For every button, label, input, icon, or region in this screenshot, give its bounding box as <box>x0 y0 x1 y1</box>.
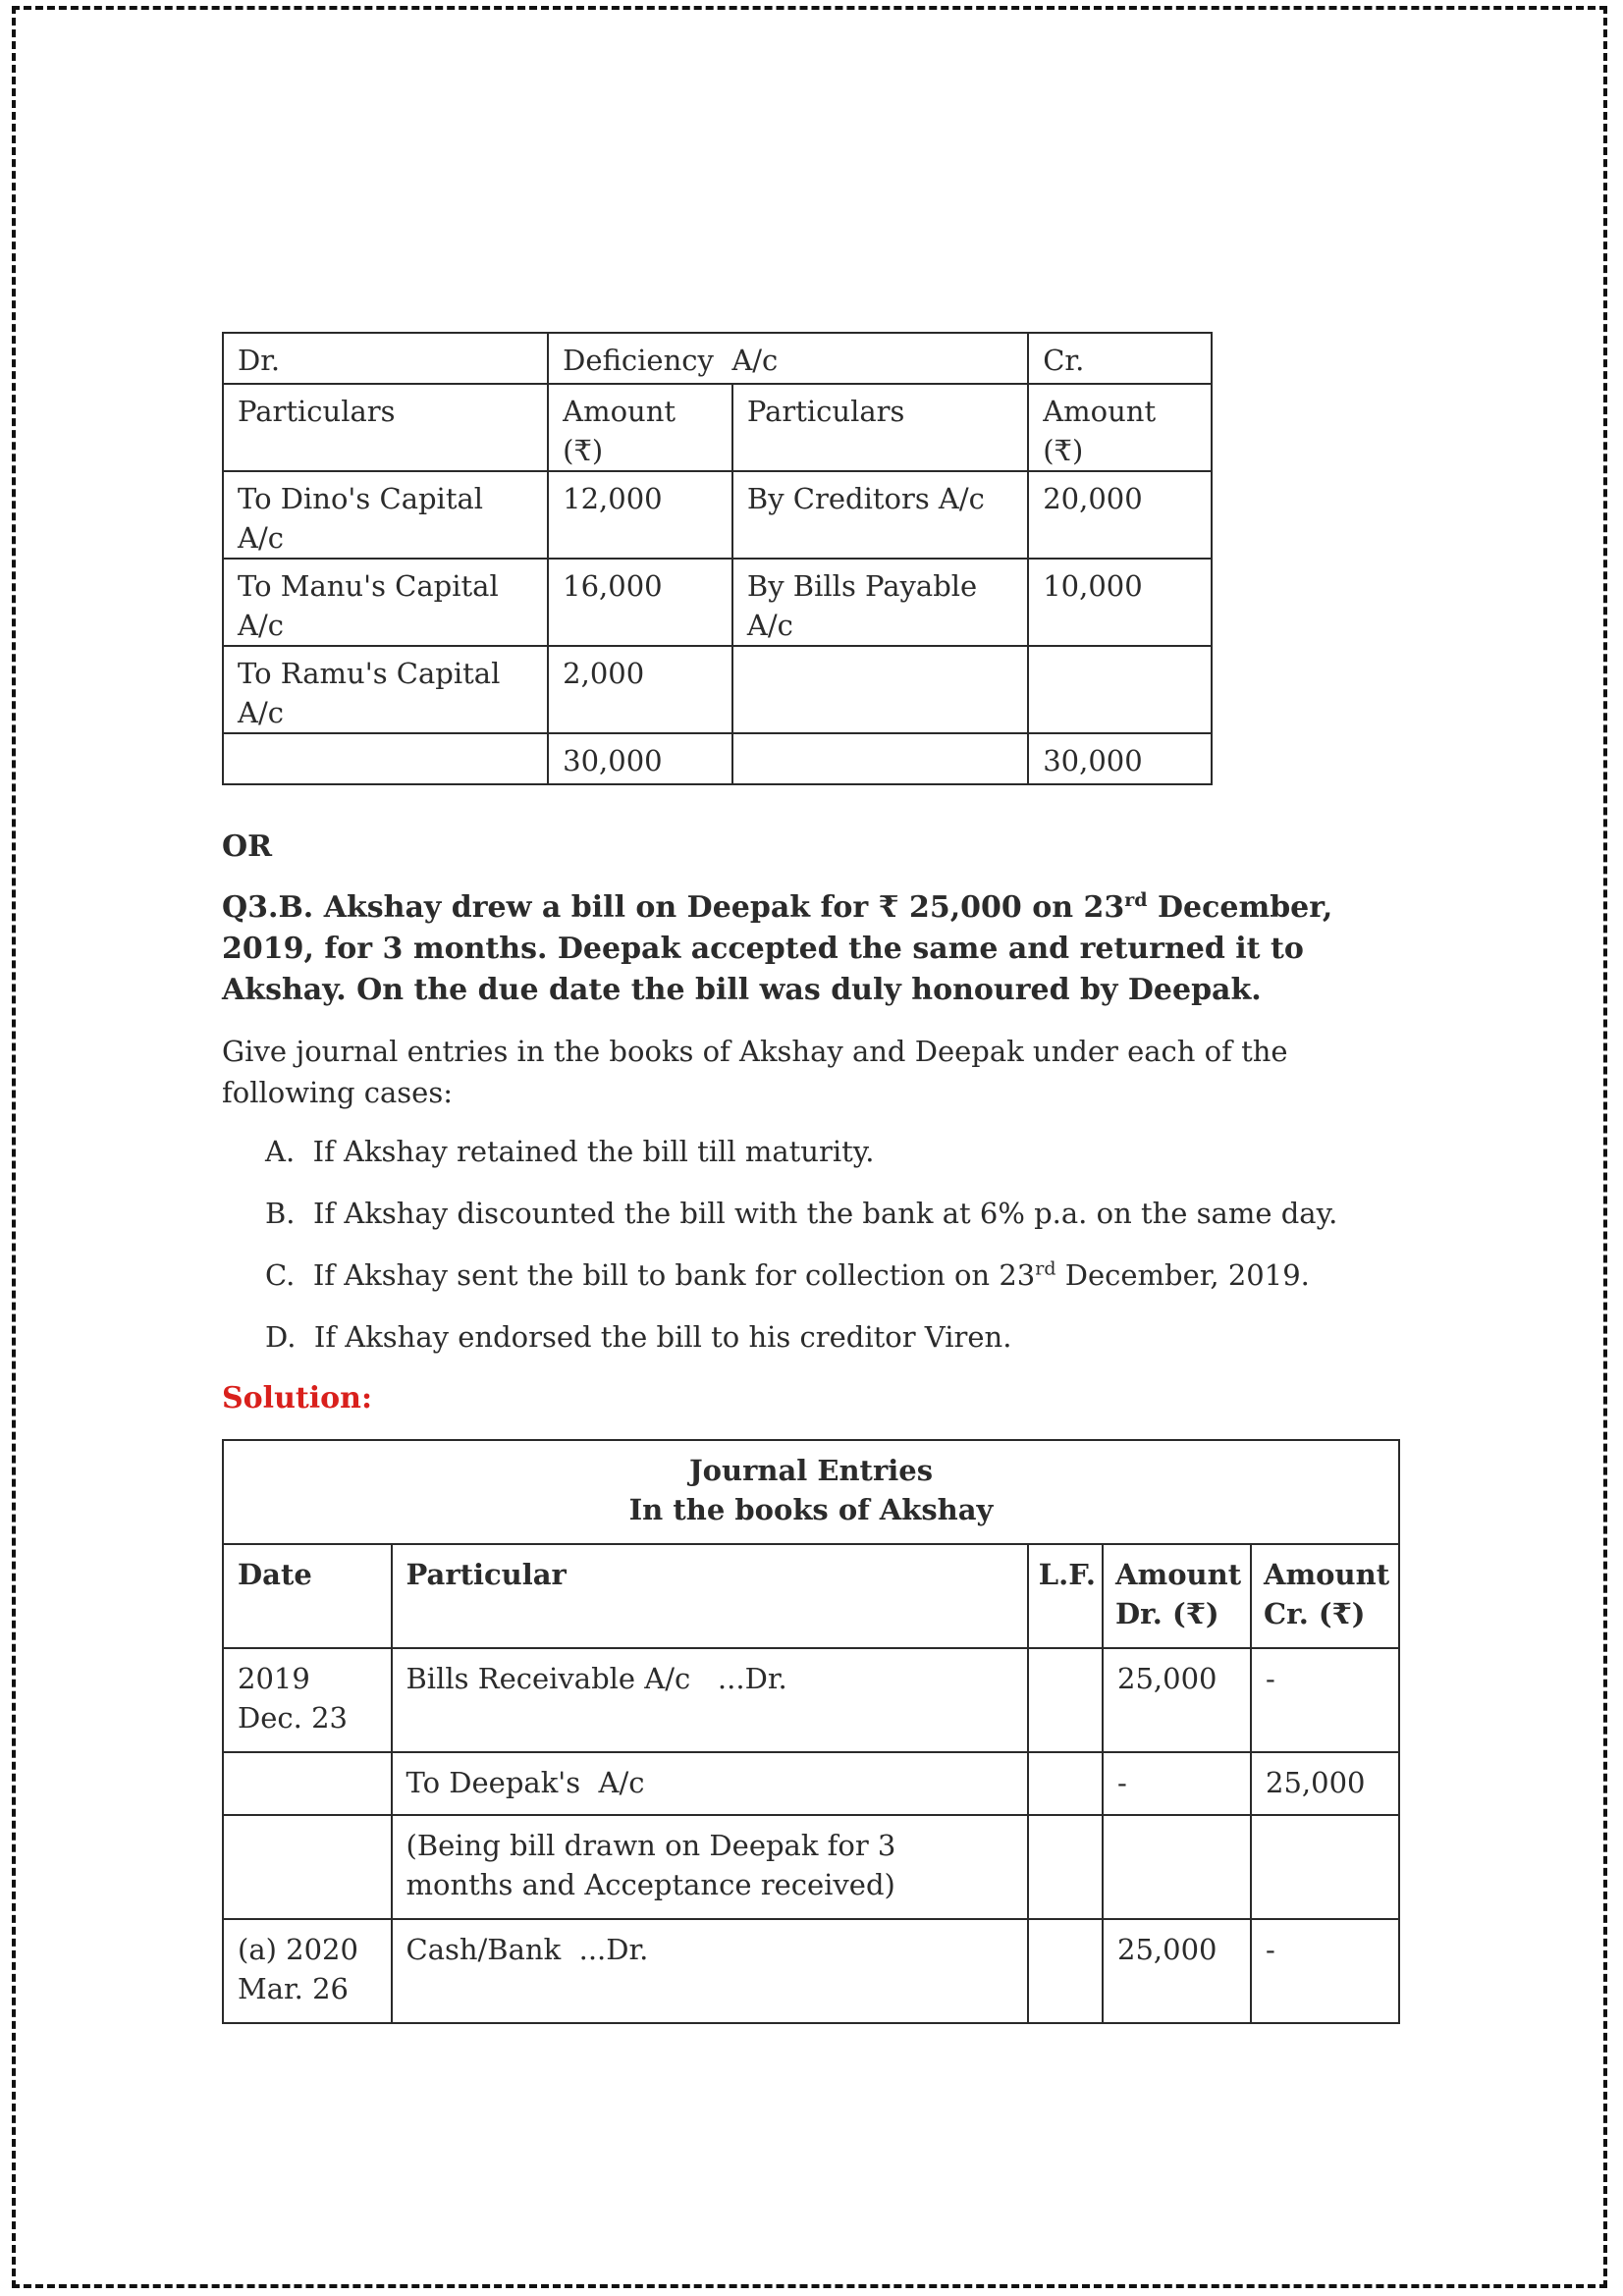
journal-entries-table <box>222 1439 1400 2024</box>
amount-dr-cell: 25,000 <box>1103 1919 1251 2023</box>
table-cell <box>732 646 1028 733</box>
table-row <box>223 471 1212 559</box>
amount-cr-cell: - <box>1251 1919 1399 2023</box>
table-cell: 12,000 <box>548 471 732 559</box>
column-header: Particulars <box>732 384 1028 471</box>
particular-cell: Cash/Bank ...Dr. <box>392 1919 1028 2023</box>
question-text: Q3.B. Akshay drew a bill on Deepak for ₹ 25,000 on 23rd December, 2019, for 3 months. Deepak accepted the same and returned it to Akshay. On the due date the bill was duly honoured by Deepak. <box>222 889 1333 1007</box>
date-cell <box>223 1752 392 1815</box>
date-cell: (a) 2020 Mar. 26 <box>223 1919 392 2023</box>
table-cell: To Ramu's Capital A/c <box>223 646 548 733</box>
table-row <box>223 1815 1399 1919</box>
lf-cell <box>1028 1919 1103 2023</box>
table-row <box>223 646 1212 733</box>
amount-cr-cell: 25,000 <box>1251 1752 1399 1815</box>
table-cell: By Bills Payable A/c <box>732 559 1028 646</box>
table-cell: 16,000 <box>548 559 732 646</box>
solution-heading: Solution: <box>222 1381 373 1415</box>
date-cell <box>223 1815 392 1919</box>
column-header: Particular <box>392 1544 1028 1648</box>
table-cell <box>223 733 548 784</box>
cr-label: Cr. <box>1028 333 1212 384</box>
account-title: Deficiency A/c <box>548 333 1028 384</box>
table-header-row <box>223 1544 1399 1648</box>
table-cell: 2,000 <box>548 646 732 733</box>
amount-cr-cell <box>1251 1815 1399 1919</box>
journal-title-row <box>223 1440 1399 1544</box>
table-row <box>223 1648 1399 1752</box>
table-row <box>223 333 1212 384</box>
column-header: Amount Cr. (₹) <box>1251 1544 1399 1648</box>
amount-dr-cell: - <box>1103 1752 1251 1815</box>
or-label: OR <box>222 829 273 864</box>
column-header: Amount (₹) <box>1028 384 1212 471</box>
instruction-text: Give journal entries in the books of Akshay and Deepak under each of the following cases: <box>222 1035 1288 1109</box>
table-total-row <box>223 733 1212 784</box>
table-cell: 10,000 <box>1028 559 1212 646</box>
column-header: Amount (₹) <box>548 384 732 471</box>
list-item: D. If Akshay endorsed the bill to his creditor Viren. <box>265 1320 1012 1354</box>
lf-cell <box>1028 1648 1103 1752</box>
table-row <box>223 1752 1399 1815</box>
column-header: L.F. <box>1028 1544 1103 1648</box>
column-header: Date <box>223 1544 392 1648</box>
amount-cr-cell: - <box>1251 1648 1399 1752</box>
list-item: C. If Akshay sent the bill to bank for collection on 23rd December, 2019. <box>265 1257 1310 1292</box>
column-header: Particulars <box>223 384 548 471</box>
table-cell: By Creditors A/c <box>732 471 1028 559</box>
particular-cell: To Deepak's A/c <box>392 1752 1028 1815</box>
particular-cell: Bills Receivable A/c ...Dr. <box>392 1648 1028 1752</box>
table-header-row <box>223 384 1212 471</box>
list-item: A. If Akshay retained the bill till maturity. <box>265 1135 875 1168</box>
table-row <box>223 1919 1399 2023</box>
case-list <box>222 1131 1400 1358</box>
amount-dr-cell: 25,000 <box>1103 1648 1251 1752</box>
list-item: B. If Akshay discounted the bill with the bank at 6% p.a. on the same day. <box>265 1197 1338 1230</box>
total-cell: 30,000 <box>1028 733 1212 784</box>
column-header: Amount Dr. (₹) <box>1103 1544 1251 1648</box>
amount-dr-cell <box>1103 1815 1251 1919</box>
table-cell: To Dino's Capital A/c <box>223 471 548 559</box>
table-cell <box>732 733 1028 784</box>
table-cell <box>1028 646 1212 733</box>
journal-title: Journal Entries <box>688 1454 934 1487</box>
lf-cell <box>1028 1815 1103 1919</box>
deficiency-account-table <box>222 332 1213 785</box>
date-cell: 2019 Dec. 23 <box>223 1648 392 1752</box>
table-cell: 20,000 <box>1028 471 1212 559</box>
total-cell: 30,000 <box>548 733 732 784</box>
table-cell: To Manu's Capital A/c <box>223 559 548 646</box>
journal-title-cell <box>223 1440 1399 1544</box>
table-row <box>223 559 1212 646</box>
dr-label: Dr. <box>223 333 548 384</box>
lf-cell <box>1028 1752 1103 1815</box>
narration-cell: (Being bill drawn on Deepak for 3 months and Acceptance received) <box>392 1815 1028 1919</box>
page-content <box>222 332 1400 2024</box>
journal-subtitle: In the books of Akshay <box>628 1493 994 1526</box>
